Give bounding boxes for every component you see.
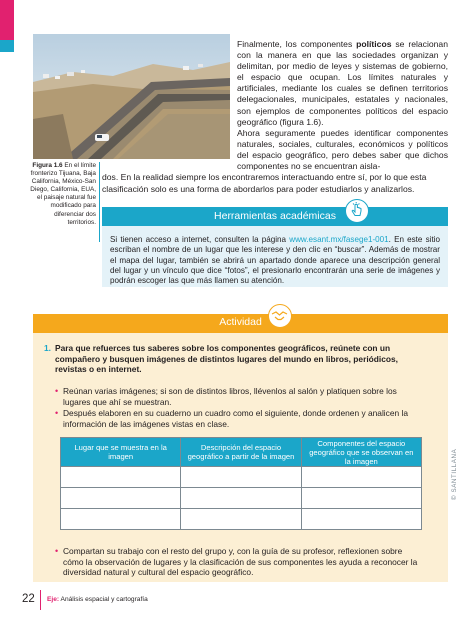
footer-eje: [47, 596, 148, 603]
table-header-lugar: Lugar que se muestra en la imagen: [61, 438, 181, 467]
bullet-icon: •: [55, 408, 59, 418]
bullet-2-text: Después elaboren en su cuaderno un cuadro como el siguiente, donde ordenen y analicen la información de las imágenes vistas en clase.: [63, 408, 409, 429]
herramientas-text-b: . En este sitio escriban el nombre de un lugar que les interese y den clic en “buscar”. Además de mostrar el mapa del lugar, también se abrirá un apartado donde aparece una descripción general del lugar y un vínculo que dice “fotos”, el presionarlo encontrarán una serie de imágenes y podrán escoger las que más llamen su atención.: [110, 235, 440, 286]
corner-accent-magenta: [0, 0, 14, 40]
paragraph-interaction-line1: dos. En la realidad siempre los encontraremos interactuando entre sí, por lo que esta: [102, 172, 427, 182]
border-fence-photo: [33, 34, 230, 159]
table-cell[interactable]: [301, 488, 421, 509]
table-cell[interactable]: [61, 488, 181, 509]
page-number: 22: [22, 593, 35, 605]
table-row: [61, 488, 422, 509]
table-cell[interactable]: [61, 509, 181, 530]
paragraph-politicos: [237, 39, 448, 128]
publisher-credit: © SANTILLANA: [451, 448, 458, 500]
hand-pointer-icon: [345, 199, 369, 223]
table-row: [61, 509, 422, 530]
table-cell[interactable]: [181, 467, 301, 488]
instruction-number: [44, 343, 52, 354]
paragraph-interaction-narrow: Ahora seguramente puedes identificar componentes naturales, sociales, culturales, económicos y políticos del espacio geográfico, pero debes saber que dichos componentes no se encuentran aisla-: [237, 128, 448, 172]
footer-divider: [40, 590, 41, 610]
table-cell[interactable]: [181, 509, 301, 530]
classification-table: [60, 437, 422, 530]
bullet-icon: •: [55, 546, 59, 556]
table-header-row: [61, 438, 422, 467]
figure-caption-text: En el límite fronterizo Tijuana, Baja California, México-San Diego, California, EUA, el paisaje natural fue modificado para diferenciar dos territorios.: [30, 162, 96, 226]
paragraph-interaction-line2: clasificación solo es una forma de abordarlos para poder estudiarlos y analizarlos.: [102, 184, 415, 194]
actividad-title: Actividad: [219, 316, 262, 328]
bullet-3-text: Compartan su trabajo con el resto del grupo y, con la guía de su profesor, reflexionen sobre cómo la observación de lugares y la clasificación de sus componentes les ayuda a reconocer la diversidad natural y cultural del espacio geográfico.: [63, 546, 418, 578]
footer-eje-text: Análisis espacial y cartografía: [59, 596, 148, 603]
table-row: [61, 467, 422, 488]
table-cell[interactable]: [301, 467, 421, 488]
paragraph1-text-a: Finalmente, los componentes: [237, 39, 357, 49]
paragraph1-text-b: se relacionan con la manera en que las sociedades organizan y delimitan, por medio de leyes y sistemas de gobierno, el espacio que ocupan. Los límites naturales y artificiales, mediante los cuales se definen territorios delegacionales, municipales, estatales y nacionales, son ejemplos de componentes políticos del espacio geográfico (figura 1.6).: [237, 39, 448, 127]
table-header-componentes: Componentes del espacio geográfico que se observan en la imagen: [301, 438, 421, 467]
herramientas-text-a: Si tienen acceso a internet, consulten la página: [110, 235, 290, 244]
table-cell[interactable]: [181, 488, 301, 509]
table-header-descripcion: Descripción del espacio geográfico a partir de la imagen: [181, 438, 301, 467]
figure-caption: [28, 162, 96, 227]
footer-eje-label: Eje:: [47, 596, 60, 603]
esant-link[interactable]: www.esant.mx/fasege1-001: [289, 235, 389, 244]
instruction-text: Para que refuerces tus saberes sobre los componentes geográficos, reúnete con un compañero y busquen imágenes de distintos lugares del mundo en libros, periódicos, revistas o en internet.: [55, 343, 398, 375]
corner-accent-cyan: [0, 40, 14, 52]
table-cell[interactable]: [301, 509, 421, 530]
caption-divider: [99, 162, 100, 242]
figure-label: Figura 1.6: [32, 162, 63, 169]
paragraph1-bold-term: políticos: [356, 39, 392, 49]
herramientas-title: Herramientas académicas: [214, 210, 336, 222]
table-cell[interactable]: [61, 467, 181, 488]
bullet-1-text: Reúnan varias imágenes; si son de distintos libros, llévenlos al salón y platiquen sobre los lugares que ahí se muestran.: [63, 386, 397, 407]
item-number: 1.: [44, 343, 51, 353]
herramientas-text: [110, 235, 440, 286]
bullet-icon: •: [55, 386, 59, 396]
hands-icon: [268, 304, 292, 328]
